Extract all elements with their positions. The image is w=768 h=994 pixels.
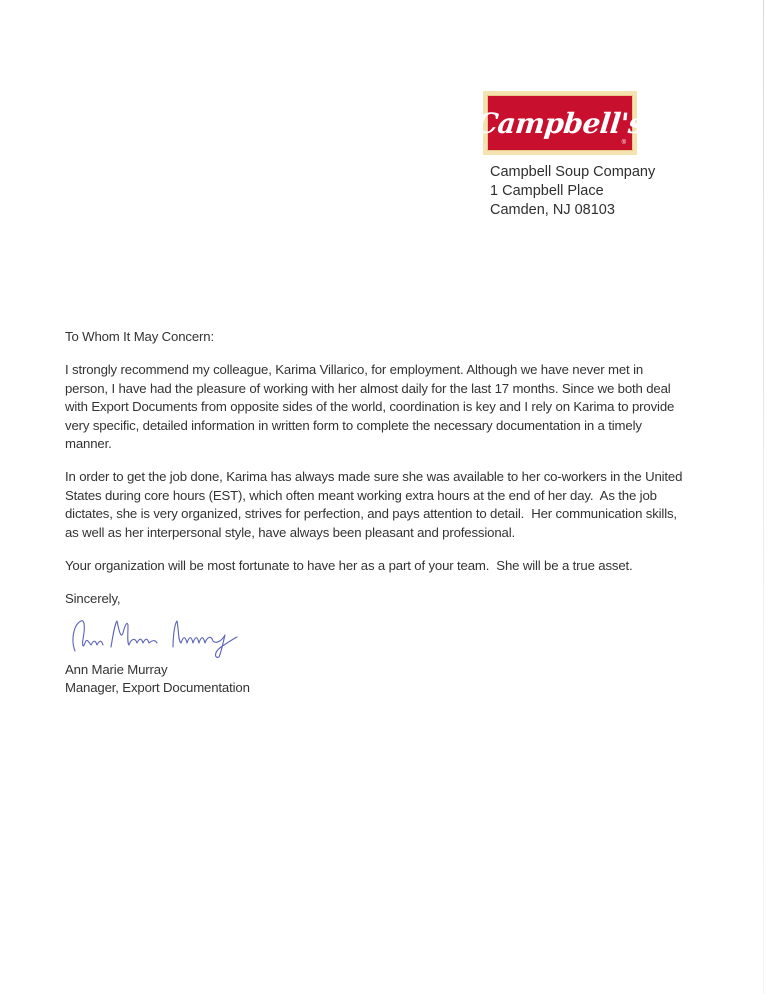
scan-edge-line xyxy=(763,0,764,994)
salutation: To Whom It May Concern: xyxy=(65,329,214,344)
paragraph-availability: In order to get the job done, Karima has always made sure she was available to her co-workers in the United States during core hours (EST), which often meant working extra hours at the end of her day. As the job dictates, she is very organized, strives for perfection, and pays attention to detail. Her communication skills, as well as her interpersonal style, have always been pleasant and professional. xyxy=(65,469,686,540)
signer-title: Manager, Export Documentation xyxy=(65,680,250,696)
logo-wordmark: Campbell's xyxy=(474,106,646,140)
handwritten-signature xyxy=(65,613,265,661)
registered-mark-icon: ® xyxy=(621,140,626,146)
paragraph-conclusion: Your organization will be most fortunate to have her as a part of your team. She will be a true asset. xyxy=(65,558,633,574)
closing: Sincerely, xyxy=(65,591,121,607)
logo-red-panel xyxy=(474,95,646,151)
company-address xyxy=(490,163,655,220)
company-name: Campbell Soup Company xyxy=(490,164,656,180)
signer-name: Ann Marie Murray xyxy=(65,661,168,677)
paragraph-recommendation: I strongly recommend my colleague, Karima Villarico, for employment. Although we have never met in person, I have had the pleasure of working with her almost daily for the last 17 months. Since we both deal with Export Documents from opposite sides of the world, coordination is key and I rely on Karima to provide very specific, detailed information in written form to complete the necessary documentation in a timely manner. xyxy=(65,362,678,452)
street-address: 1 Campbell Place xyxy=(490,183,604,199)
letter-body xyxy=(65,328,685,698)
campbells-logo xyxy=(474,91,646,155)
city-state-zip: Camden, NJ 08103 xyxy=(490,202,615,218)
